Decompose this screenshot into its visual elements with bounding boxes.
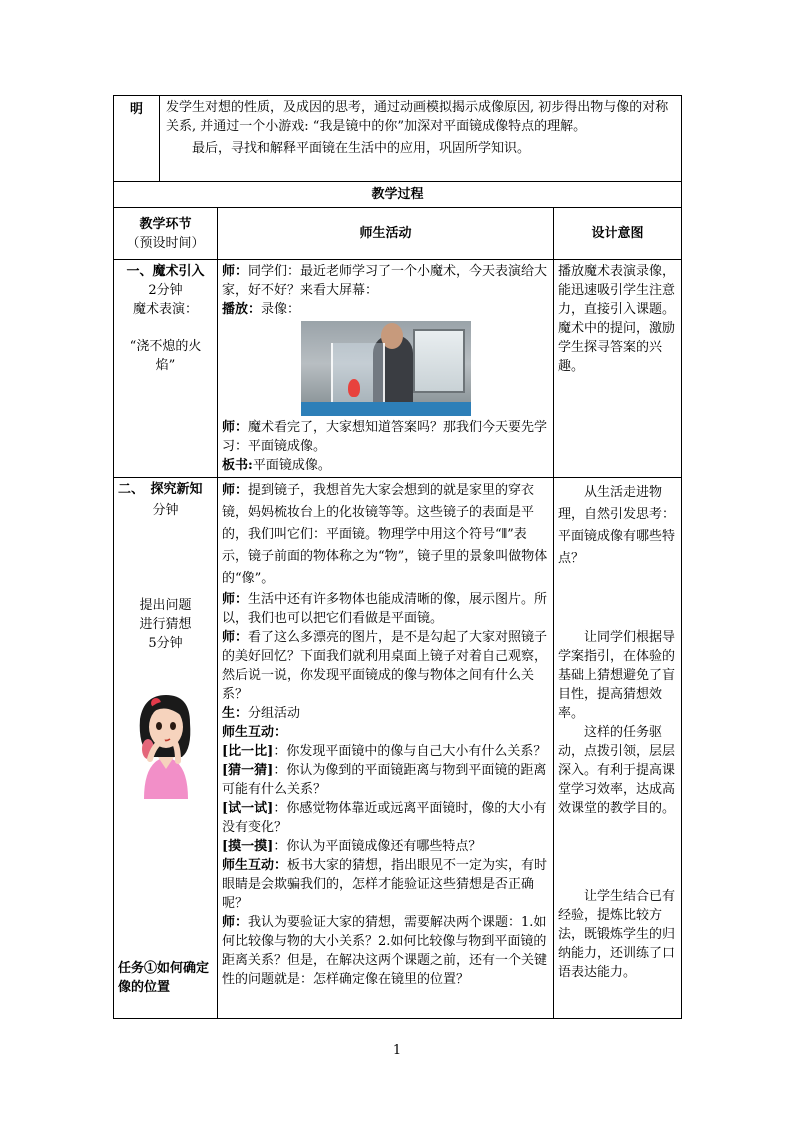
row-magic-intro — [114, 260, 682, 478]
row1-board-para — [222, 456, 549, 475]
row2-para-2 — [222, 590, 549, 628]
header-stage-cell — [114, 208, 218, 260]
intro-paragraph-2: 最后，寻找和解释平面镜在生活中的应用，巩固所学知识。 — [192, 141, 531, 156]
magic-video-image — [301, 321, 471, 416]
row2-para-6 — [222, 856, 549, 913]
speaker-label: 师： — [222, 915, 249, 930]
row1-intent: 播放魔术表演录像，能迅速吸引学生注意力，直接引入课题。魔术中的提问，激励学生探寻答案的兴趣。 — [558, 264, 676, 374]
row2-stage-time: 分钟 — [152, 503, 179, 518]
row2-interaction-label: 师生互动： — [222, 725, 288, 740]
row-explore — [114, 478, 682, 1019]
row1-stage-sub: 魔术表演： — [132, 302, 198, 317]
row2-sub-title2: 进行猜想 — [139, 617, 192, 632]
intro-label-cell — [114, 96, 160, 182]
speaker-label: 师生互动： — [222, 858, 288, 873]
question-text: ：你认为像到的平面镜距离与物到平面镜的距离可能有什么关系？ — [222, 763, 547, 797]
row2-intent-3: 这样的任务驱动，点拨引领，层层深入。有利于提高课堂学习效率，达成高效课堂的教学目的。 — [558, 725, 676, 816]
intro-row — [114, 96, 682, 182]
girl-thinking-image — [128, 689, 204, 799]
section-title-row — [114, 182, 682, 208]
row2-para4-text: 分组活动 — [248, 706, 301, 721]
row1-play-para — [222, 300, 549, 319]
row1-teacher-text: 同学们：最近老师学习了一个小魔术，今天表演给大家，好不好？来看大屏幕： — [222, 264, 548, 298]
intro-text-cell — [160, 96, 682, 182]
row2-sub-title1: 提出问题 — [139, 598, 192, 613]
question-label: [试一试] — [222, 801, 274, 816]
row1-teacher2-para — [222, 418, 549, 456]
plane-mirror-symbol-icon: ⫴ — [501, 527, 508, 542]
row2-stage-title: 二、 探究新知 — [118, 482, 203, 497]
speaker-label: 生： — [222, 706, 249, 721]
row1-stage-cell — [114, 260, 218, 478]
header-time: （预设时间） — [126, 235, 205, 251]
row1-stage-name: “浇不熄的火焰” — [129, 339, 202, 373]
row2-para2-text: 生活中还有许多物体也能成清晰的像，展示图片。所以，我们也可以把它们看做是平面镜。 — [222, 592, 548, 626]
row2-intent-cell — [554, 478, 682, 1019]
question-text: ：你认为平面镜成像还有哪些特点？ — [273, 839, 482, 854]
row2-para-7 — [222, 913, 549, 989]
row2-stage-cell — [114, 478, 218, 1019]
question-label: [摸一摸] — [222, 839, 274, 854]
question-text: ：你感觉物体靠近或远离平面镜时，像的大小有没有变化？ — [222, 801, 547, 835]
row2-sub-time: 5分钟 — [148, 636, 183, 651]
row1-stage-time: 2分钟 — [148, 283, 183, 298]
speaker-label: 师： — [222, 483, 249, 498]
row2-question-2 — [222, 761, 549, 799]
row2-intent-4: 让学生结合已有经验，提炼比较方法，既锻炼学生的归纳能力，还训练了口语表达能力。 — [558, 889, 676, 980]
row2-question-4 — [222, 837, 549, 856]
lesson-table — [113, 95, 682, 1019]
section-title: 教学过程 — [114, 182, 682, 208]
row1-board-text: 平面镜成像。 — [252, 458, 331, 473]
row2-para-1 — [222, 480, 549, 590]
row2-para-4 — [222, 704, 549, 723]
board-label: 板书: — [222, 458, 253, 473]
page-number: 1 — [392, 1043, 402, 1058]
speaker-label: 师： — [222, 264, 249, 279]
question-label: [比一比] — [222, 744, 274, 759]
question-text: ：你发现平面镜中的像与自己大小有什么关系？ — [273, 744, 547, 759]
row2-activity-cell — [218, 478, 554, 1019]
intro-label: 明 — [129, 102, 143, 117]
row1-teacher-para — [222, 262, 549, 300]
row2-para1-text-b: ”表示，镜子前面的物体称之为“物”，镜子里的景象叫做物体的“像”。 — [222, 527, 548, 586]
row2-intent-1: 从生活走进物理，自然引发思考：平面镜成像有哪些特点？ — [558, 485, 676, 566]
row2-para1-text-a: 提到镜子，我想首先大家会想到的就是家里的穿衣镜，妈妈梳妆台上的化妆镜等等。这些镜子的表面是平的，我们叫它们：平面镜。物理学中用这个符号“ — [222, 483, 535, 542]
row2-para6-text: 板书大家的猜想，指出眼见不一定为实，有时眼睛是会欺骗我们的，怎样才能验证这些猜想是否正确呢？ — [222, 858, 548, 911]
speaker-label: 师： — [222, 630, 249, 645]
row2-question-3 — [222, 799, 549, 837]
header-activity: 师生活动 — [218, 208, 554, 260]
row2-para7-text: 我认为要验证大家的猜想，需要解决两个课题：1.如何比较像与物的大小关系？2.如何比较像与物到平面镜的距离关系？但是，在解决这两个课题之前，还有一个关键性的问题就是：怎样确定像在镜里的位置？ — [222, 915, 548, 987]
row2-task-title: 任务①如何确定像的位置 — [118, 961, 210, 995]
row2-para3-text: 看了这么多漂亮的图片，是不是勾起了大家对照镜子的美好回忆？下面我们就利用桌面上镜子对着自己观察，然后说一说，你发现平面镜成的像与物体之间有什么关系？ — [222, 630, 548, 702]
header-row — [114, 208, 682, 260]
play-label: 播放： — [222, 302, 262, 317]
row2-para-3 — [222, 628, 549, 704]
row2-question-1 — [222, 742, 549, 761]
header-intent: 设计意图 — [554, 208, 682, 260]
row1-stage-title: 一、魔术引入 — [126, 264, 205, 279]
speaker-label: 师： — [222, 420, 249, 435]
header-stage: 教学环节 — [139, 216, 192, 232]
intro-paragraph-1: 发学生对想的性质，及成因的思考，通过动画模拟揭示成像原因, 初步得出物与像的对称关系, 并通过一个小游戏: “我是镜中的你”加深对平面镜成像特点的理解。 — [166, 100, 669, 134]
speaker-label: 师： — [222, 592, 249, 607]
question-label: [猜一猜] — [222, 763, 274, 778]
row1-teacher2-text: 魔术看完了，大家想知道答案吗？那我们今天要先学习：平面镜成像。 — [222, 420, 548, 454]
row1-intent-cell — [554, 260, 682, 478]
row1-play-text: 录像： — [261, 302, 301, 317]
row2-intent-2: 让同学们根据导学案指引，在体验的基础上猜想避免了盲目性，提高猜想效率。 — [558, 630, 676, 721]
row1-activity-cell — [218, 260, 554, 478]
